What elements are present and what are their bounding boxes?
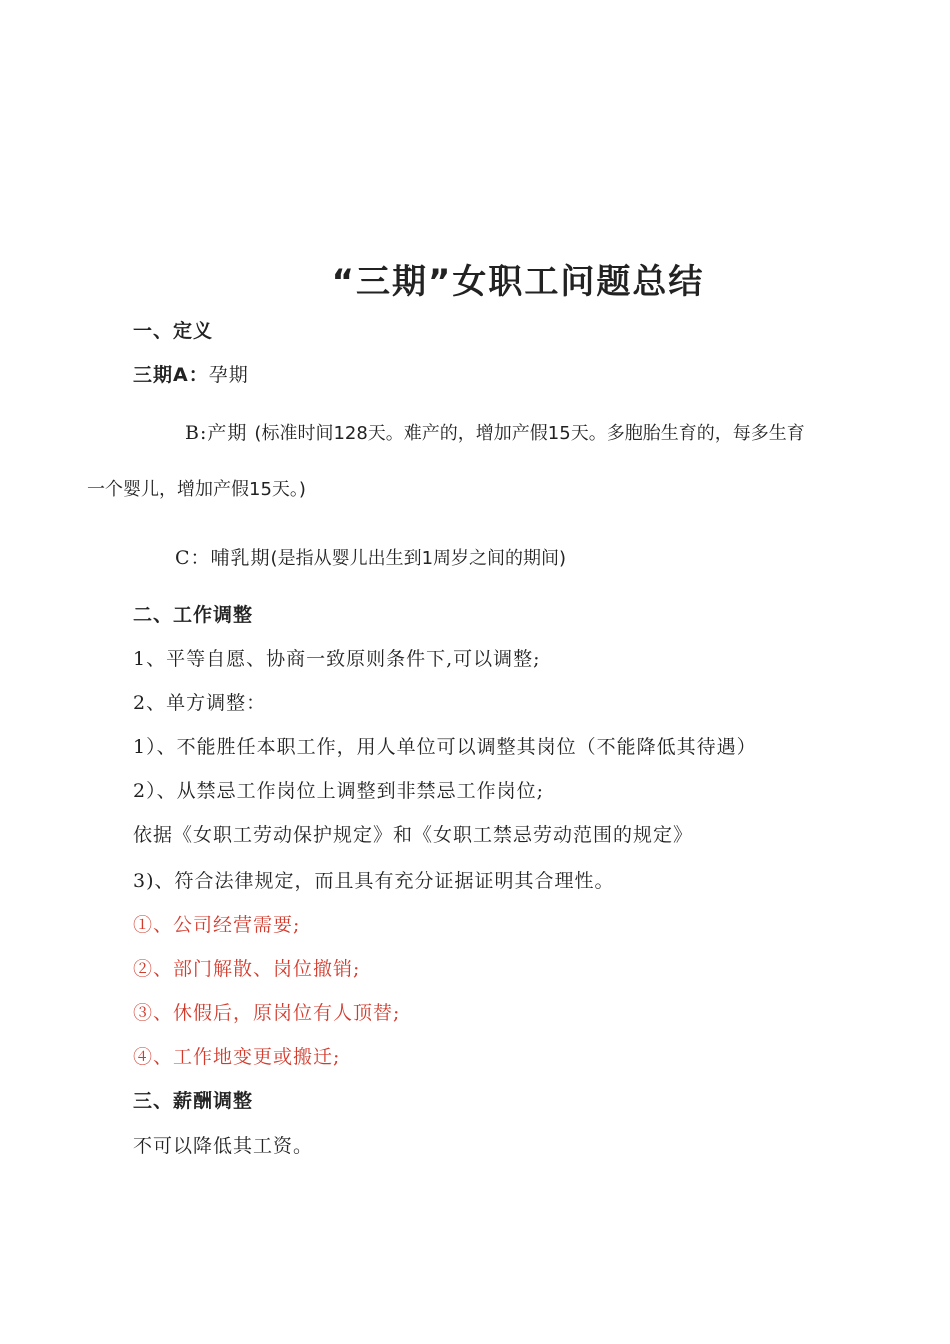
reason-item: ④、工作地变更或搬迁; xyxy=(133,1046,341,1068)
definition-b-note-line2: 一个婴儿，增加产假15天。) xyxy=(87,479,306,500)
definition-a xyxy=(133,362,249,388)
definition-a-text: 孕期 xyxy=(208,364,249,386)
salary-adjustment-text: 不可以降低其工资。 xyxy=(133,1135,314,1157)
work-item-2: 2、单方调整： xyxy=(133,692,267,714)
work-item-2-2-basis: 依据《女职工劳动保护规定》和《女职工禁忌劳动范围的规定》 xyxy=(133,824,694,846)
definition-b-note-line1: (标准时间128天。难产的，增加产假15天。多胞胎生育的，每多生育 xyxy=(254,423,805,444)
definition-c xyxy=(175,545,566,572)
reason-item: ①、公司经营需要; xyxy=(133,914,301,936)
definition-c-note: (是指从婴儿出生到1周岁之间的期间) xyxy=(270,548,567,569)
section-heading-salary-adjustment: 三、薪酬调整 xyxy=(133,1090,254,1112)
work-item-2-3: 3)、符合法律规定，而且具有充分证据证明其合理性。 xyxy=(133,870,615,892)
section-heading-definition: 一、定义 xyxy=(133,320,214,342)
definition-a-label: 三期A： xyxy=(133,364,209,386)
work-item-2-1: 1）、不能胜任本职工作，用人单位可以调整其岗位（不能降低其待遇） xyxy=(133,736,757,758)
definition-c-label: C：哺乳期 xyxy=(175,547,271,569)
section-heading-work-adjustment: 二、工作调整 xyxy=(133,604,254,626)
reason-item: ②、部门解散、岗位撤销; xyxy=(133,958,361,980)
definition-b xyxy=(185,420,805,447)
document-title: “三期”女职工问题总结 xyxy=(331,262,705,302)
reason-item: ③、休假后，原岗位有人顶替; xyxy=(133,1002,401,1024)
work-item-2-2: 2）、从禁忌工作岗位上调整到非禁忌工作岗位; xyxy=(133,780,544,802)
work-item-1: 1、平等自愿、协商一致原则条件下,可以调整; xyxy=(133,648,541,670)
definition-b-label: B:产期 xyxy=(185,422,248,444)
